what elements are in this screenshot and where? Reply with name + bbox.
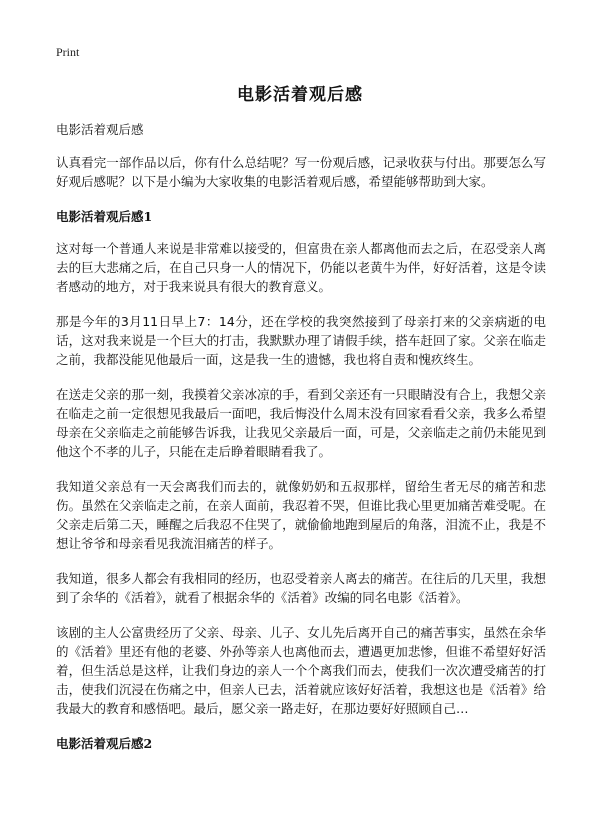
paragraph: 这对每一个普通人来说是非常难以接受的，但富贵在亲人都离他而去之后，在忍受亲人离去的巨大悲痛之后，在自己只身一人的情况下，仍能以老黄牛为伴，好好活着，这是令读者感动的地方，对于我来说具有很大的教育意义。 [56, 241, 546, 294]
intro-paragraph: 认真看完一部作品以后，你有什么总结呢？写一份观后感，记录收获与付出。那要怎么写好观后感呢？以下是小编为大家收集的电影活着观后感，希望能够帮助到大家。 [56, 155, 546, 189]
paragraph: 我知道父亲总有一天会离我们而去的，就像奶奶和五叔那样，留给生者无尽的痛苦和悲伤。虽然在父亲临走之前，在亲人面前，我忍着不哭，但谁比我心里更加痛苦难受呢。在父亲走后第二天，睡醒之后我忍不住哭了，就偷偷地跑到屋后的角落，泪流不止，我是不想让爷爷和母亲看见我流泪痛苦的样子。 [56, 479, 546, 551]
paragraph: 那是今年的3月11日早上7：14分，还在学校的我突然接到了母亲打来的父亲病逝的电话，这对我来说是一个巨大的打击，我默默办理了请假手续，搭车赶回了家。父亲在临走之前，我都没能见他最后一面，这是我一生的遗憾，我也将自责和愧疚终生。 [56, 314, 546, 367]
paragraph: 我知道，很多人都会有我相同的经历，也忍受着亲人离去的痛苦。在往后的几天里，我想到了余华的《活着》，就看了根据余华的《活着》改编的同名电影《活着》。 [56, 571, 546, 605]
section-2-heading: 电影活着观后感2 [56, 736, 153, 751]
section-1-heading: 电影活着观后感1 [56, 209, 153, 224]
document-body [56, 120, 546, 766]
document-subtitle: 电影活着观后感 [56, 122, 144, 137]
paragraph: 在送走父亲的那一刻，我摸着父亲冰凉的手，看到父亲还有一只眼睛没有合上，我想父亲在临走之前一定很想见我最后一面吧，我后悔没什么周末没有回家看看父亲，我多么希望母亲在父亲临走之前能够告诉我，让我见父亲最后一面，可是，父亲临走之前仍未能见到他这个不孝的儿子，只能在走后睁着眼睛看我了。 [56, 387, 546, 459]
print-link[interactable]: Print [56, 45, 80, 59]
document-title: 电影活着观后感 [237, 85, 363, 105]
paragraph: 该剧的主人公富贵经历了父亲、母亲、儿子、女儿先后离开自己的痛苦事实，虽然在余华的《活着》里还有他的老婆、外孙等亲人也离他而去，遭遇更加悲惨，但谁不希望好好活着，但生活总是这样，让我们身边的亲人一个个离我们而去，使我们一次次遭受痛苦的打击，使我们沉浸在伤痛之中，但亲人已去，活着就应该好好活着，我想这也是《活着》给我最大的教育和感悟吧。最后，愿父亲一路走好，在那边要好好照顾自己… [56, 625, 546, 716]
